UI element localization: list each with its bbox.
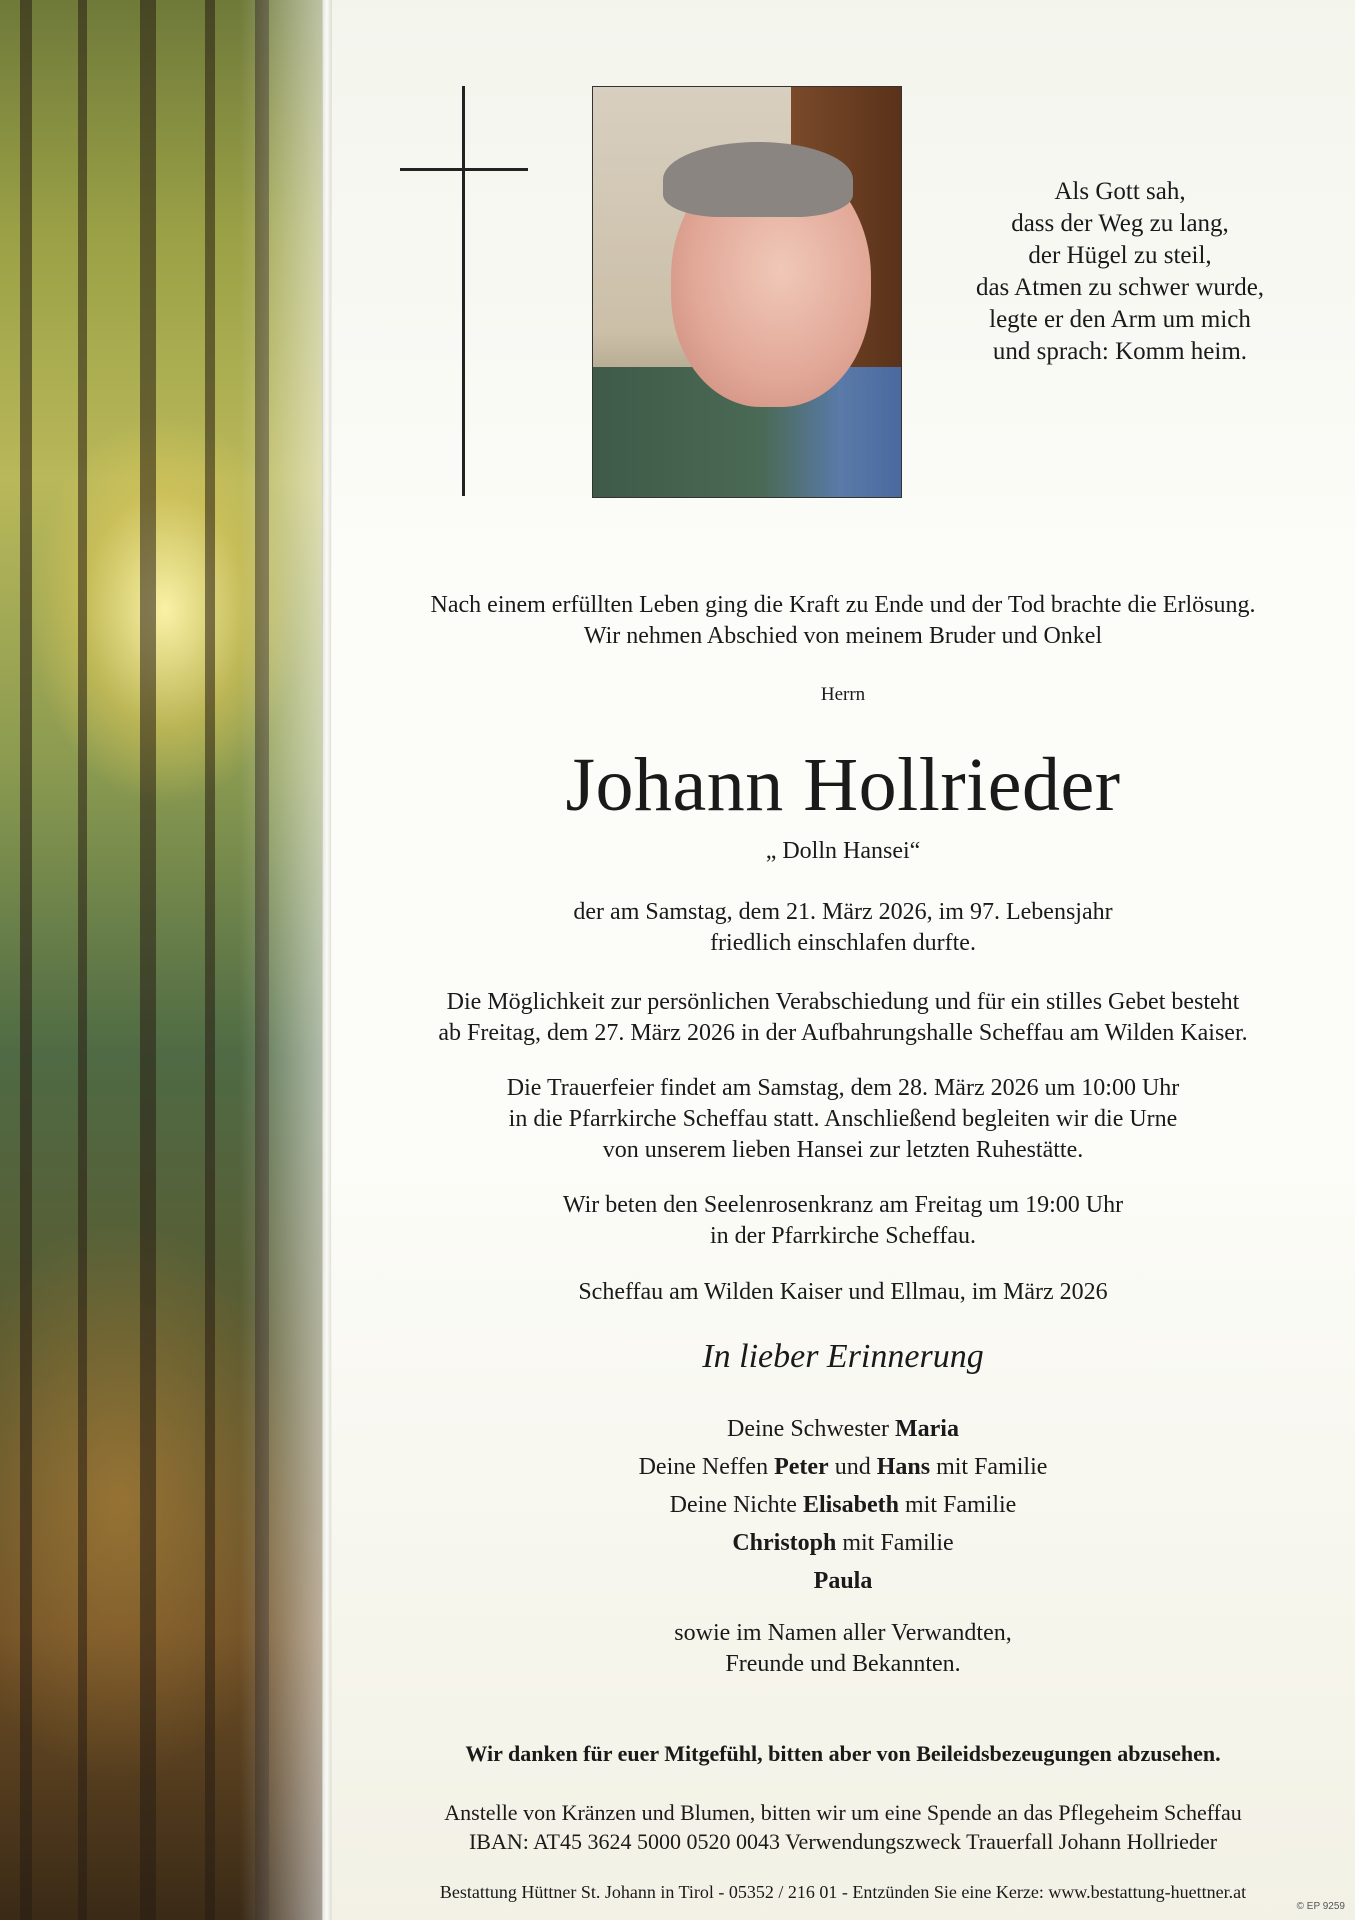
place-date: Scheffau am Wilden Kaiser und Ellmau, im März 2026 [578, 1279, 1108, 1305]
ceremony-line: in die Pfarrkirche Scheffau statt. Anschließend begleiten wir die Urne [508, 1106, 1178, 1132]
intro [331, 590, 1355, 652]
ceremony-line: von unserem lieben Hansei zur letzten Ruhestätte. [602, 1137, 1084, 1163]
memory-heading: In lieber Erinnerung [702, 1338, 984, 1375]
viewing-line: ab Freitag, dem 27. März 2026 in der Aufbahrungshalle Scheffau am Wilden Kaiser. [438, 1020, 1248, 1046]
donation-line: Anstelle von Kränzen und Blumen, bitten wir um eine Spende an das Pflegeheim Scheffau [444, 1800, 1242, 1825]
family-list [331, 1410, 1355, 1600]
family-line: Paula [813, 1568, 873, 1594]
family-line: Deine Neffen Peter und Hans mit Familie [638, 1454, 1048, 1480]
deceased-name: Johann Hollrieder [565, 743, 1121, 827]
rosary-info [331, 1190, 1355, 1252]
family-line: Christoph mit Familie [732, 1530, 954, 1556]
nickname: „ Dolln Hansei“ [765, 838, 921, 864]
thanks-note: Wir danken für euer Mitgefühl, bitten aber von Beileidsbezeugungen abzusehen. [465, 1741, 1221, 1766]
viewing-line: Die Möglichkeit zur persönlichen Verabschiedung und für ein stilles Gebet besteht [446, 989, 1240, 1015]
poem [930, 176, 1310, 368]
death-notice [331, 897, 1355, 959]
poem-line: der Hügel zu steil, [1028, 242, 1212, 269]
donation-line: IBAN: AT45 3624 5000 0520 0043 Verwendungszweck Trauerfall Johann Hollrieder [468, 1829, 1218, 1854]
death-line: friedlich einschlafen durfte. [710, 930, 976, 956]
intro-line: Wir nehmen Abschied von meinem Bruder und Onkel [583, 623, 1103, 649]
poem-line: das Atmen zu schwer wurde, [975, 274, 1265, 301]
death-line: der am Samstag, dem 21. März 2026, im 97. Lebensjahr [573, 899, 1113, 925]
relatives [331, 1618, 1355, 1680]
salutation: Herrn [820, 684, 866, 705]
poem-line: und sprach: Komm heim. [992, 338, 1248, 365]
rosary-line: Wir beten den Seelenrosenkranz am Freitag um 19:00 Uhr [562, 1192, 1124, 1218]
ceremony-line: Die Trauerfeier findet am Samstag, dem 28. März 2026 um 10:00 Uhr [506, 1075, 1180, 1101]
cross-icon-bar [400, 168, 528, 171]
family-line: Deine Schwester Maria [727, 1416, 959, 1442]
viewing-info [331, 987, 1355, 1049]
portrait-photo [592, 86, 902, 498]
print-code: © EP 9259 [1296, 1901, 1345, 1912]
poem-line: Als Gott sah, [1054, 178, 1186, 205]
ceremony-info [331, 1073, 1355, 1166]
forest-fade [240, 0, 330, 1920]
cross-icon [462, 86, 465, 496]
relatives-line: Freunde und Bekannten. [725, 1651, 961, 1677]
undertaker-footer: Bestattung Hüttner St. Johann in Tirol - 05352 / 216 01 - Entzünden Sie eine Kerze: www.bestattung-huettner.at [439, 1882, 1247, 1902]
family-line: Deine Nichte Elisabeth mit Familie [669, 1492, 1017, 1518]
relatives-line: sowie im Namen aller Verwandten, [674, 1620, 1012, 1646]
donation-info [331, 1798, 1355, 1856]
poem-line: legte er den Arm um mich [989, 306, 1251, 333]
rosary-line: in der Pfarrkirche Scheffau. [709, 1223, 977, 1249]
intro-line: Nach einem erfüllten Leben ging die Kraft zu Ende und der Tod brachte die Erlösung. [430, 592, 1256, 618]
poem-line: dass der Weg zu lang, [1011, 210, 1229, 237]
